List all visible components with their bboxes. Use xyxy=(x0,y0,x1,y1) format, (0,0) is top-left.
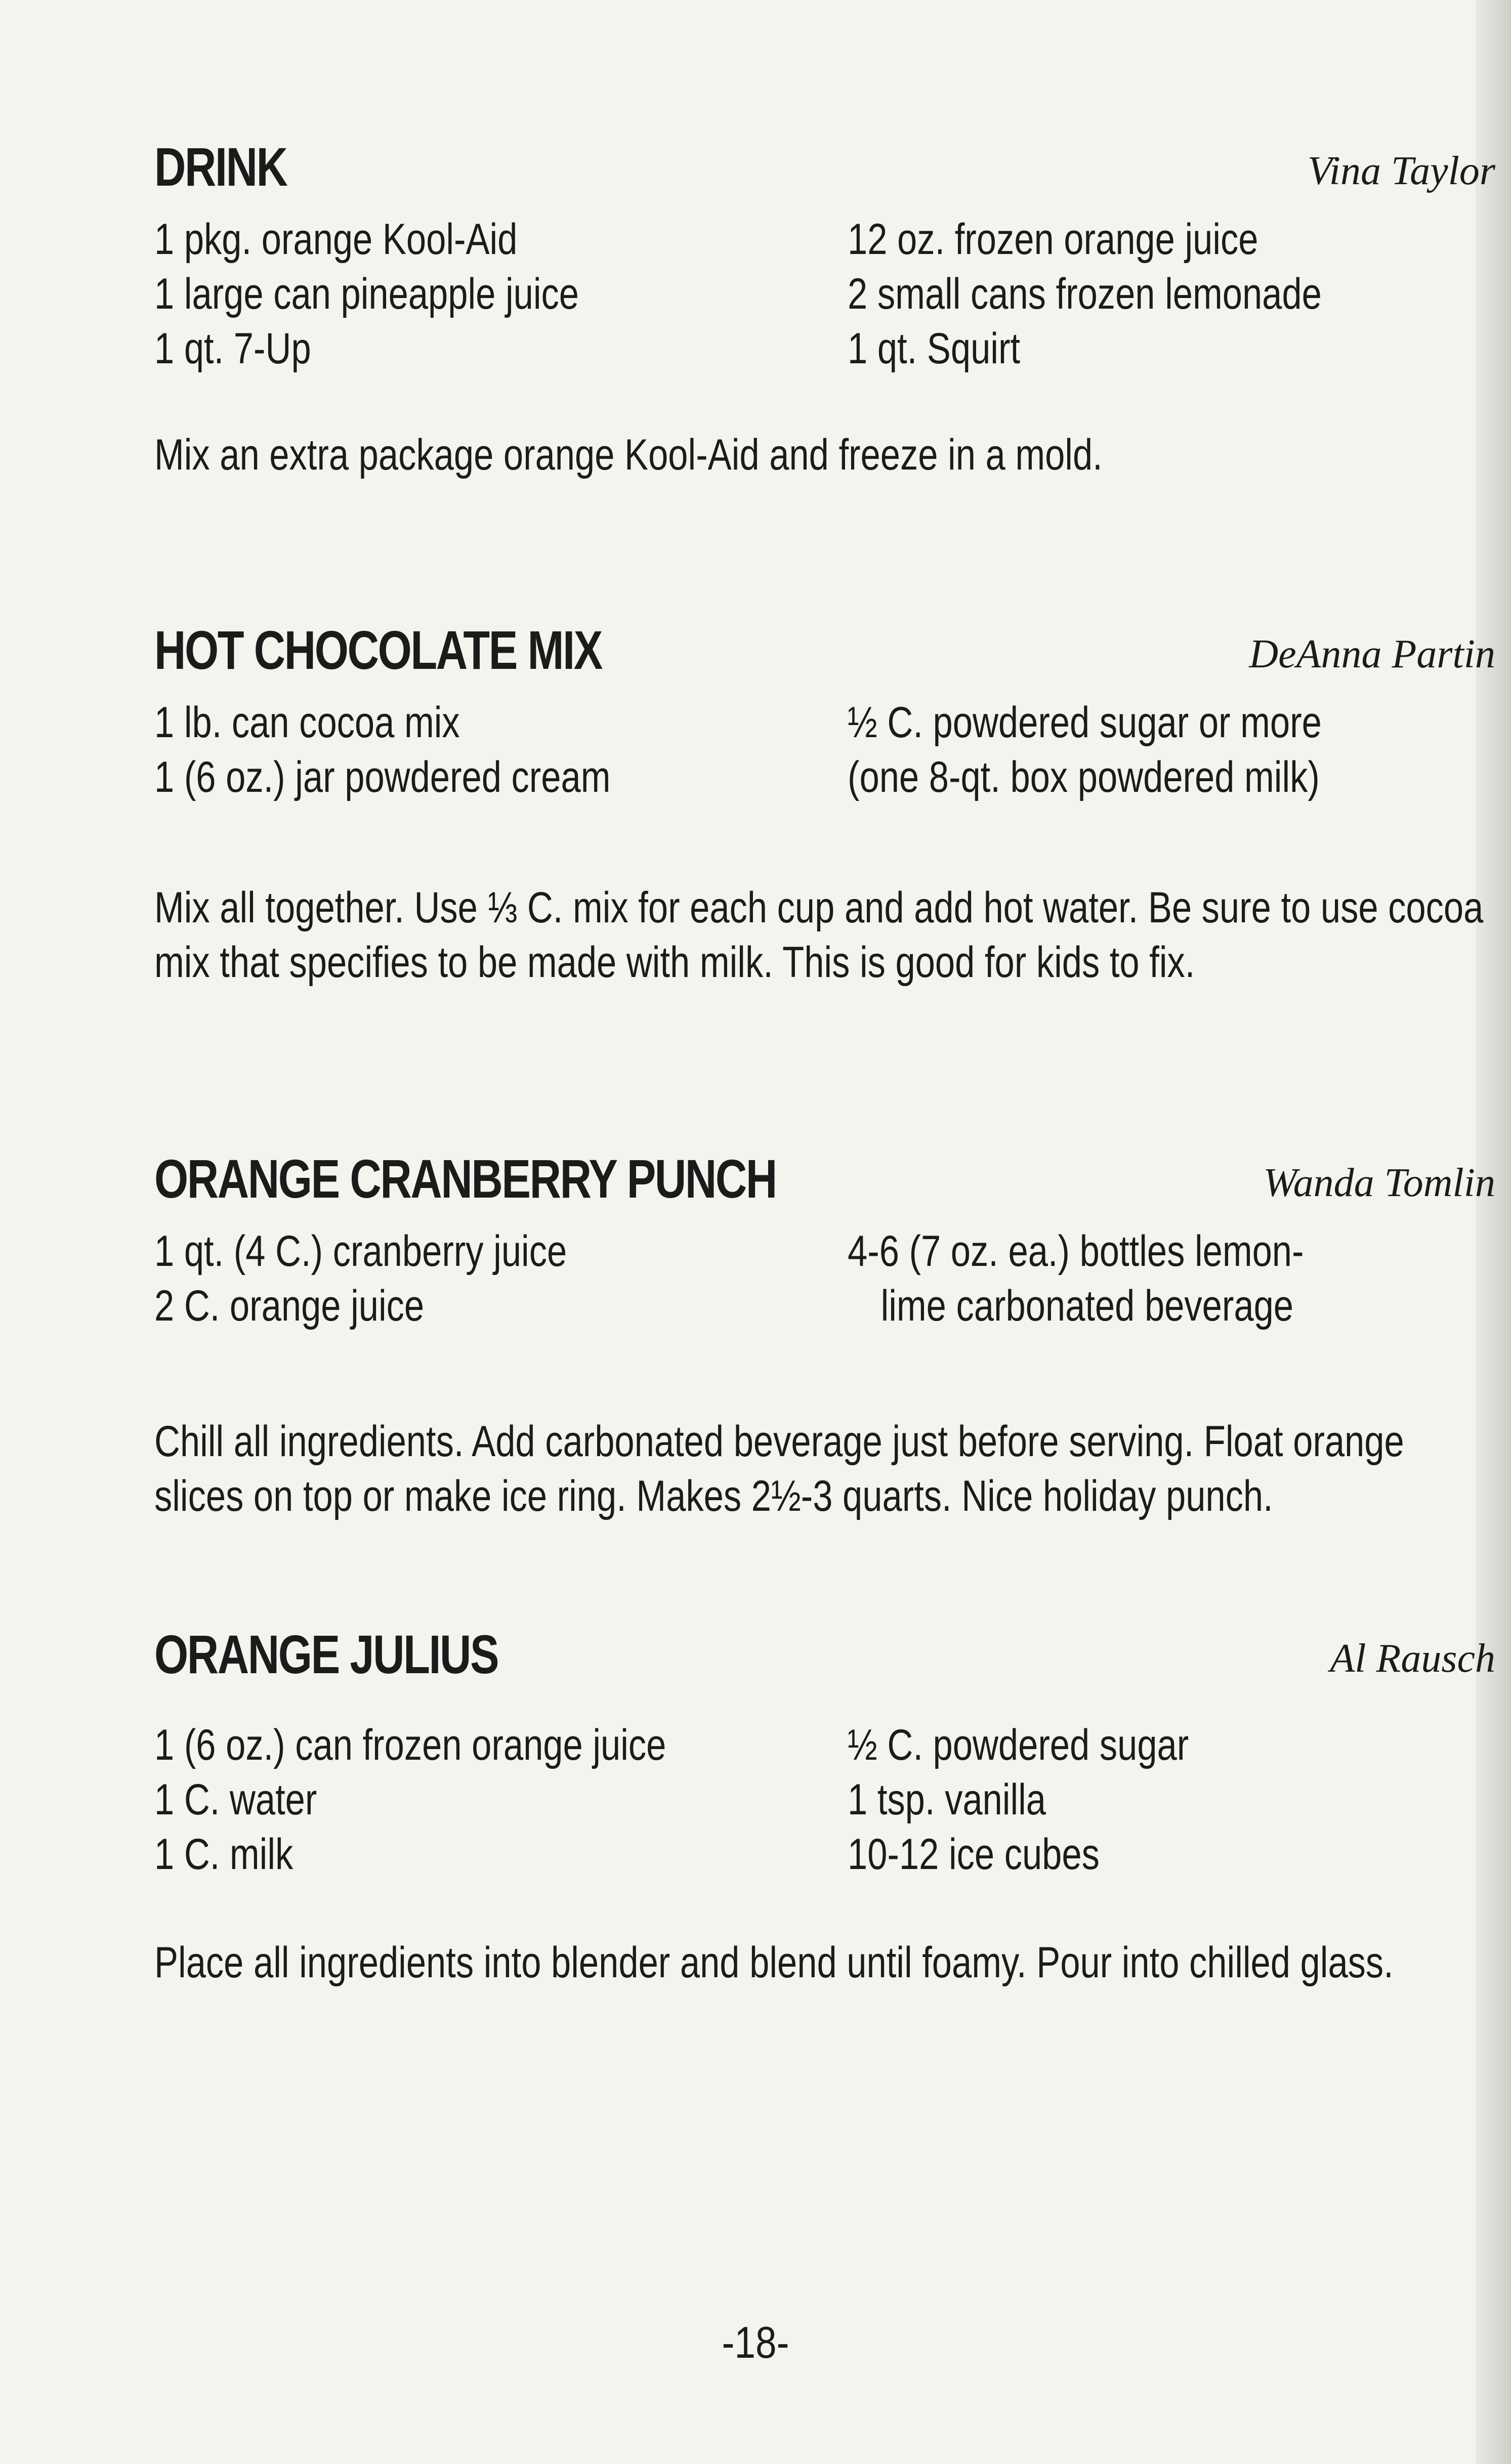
ingredient-item: lime carbonated beverage xyxy=(880,1282,1294,1330)
recipe-directions: Chill all ingredients. Add carbonated beverage just before serving. Float orange slices on top or make ice ring. Makes 2½-3 quarts. Nice holiday punch. xyxy=(154,1417,1404,1520)
recipe-orange-cranberry-punch xyxy=(154,1141,1495,1520)
recipe-directions: Mix an extra package orange Kool-Aid and freeze in a mold. xyxy=(154,431,1103,479)
ingredient-item: 1 qt. Squirt xyxy=(848,324,1021,373)
ingredient-item: 1 qt. (4 C.) cranberry juice xyxy=(154,1227,567,1276)
ingredient-item: 12 oz. frozen orange juice xyxy=(848,215,1258,264)
ingredient-item: 2 small cans frozen lemonade xyxy=(848,270,1322,318)
recipe-header xyxy=(154,1141,1495,1217)
recipe-author: DeAnna Partin xyxy=(1249,632,1495,676)
ingredient-item: 1 tsp. vanilla xyxy=(848,1775,1046,1824)
ingredient-item: 1 (6 oz.) jar powdered cream xyxy=(154,753,611,801)
recipe-author: Vina Taylor xyxy=(1307,149,1495,193)
ingredient-list xyxy=(154,695,1495,806)
ingredient-column-right xyxy=(848,1718,1505,1882)
recipe-author: Al Rausch xyxy=(1330,1636,1495,1681)
ingredient-item: 4-6 (7 oz. ea.) bottles lemon- xyxy=(848,1227,1304,1276)
ingredient-column-right xyxy=(848,695,1505,804)
ingredient-list xyxy=(154,212,1495,379)
recipe-title: HOT CHOCOLATE MIX xyxy=(154,619,602,681)
recipe-header xyxy=(154,129,1495,205)
ingredient-list xyxy=(154,1224,1495,1335)
recipe-title: ORANGE JULIUS xyxy=(154,1624,498,1685)
recipe-orange-julius xyxy=(154,1617,1495,1987)
ingredient-column-left xyxy=(154,1224,837,1333)
ingredient-item: 1 C. milk xyxy=(154,1830,293,1879)
ingredient-item: 1 qt. 7-Up xyxy=(154,324,311,373)
ingredient-column-left xyxy=(154,695,837,804)
ingredient-item: 1 (6 oz.) can frozen orange juice xyxy=(154,1721,666,1769)
recipe-title: ORANGE CRANBERRY PUNCH xyxy=(154,1148,776,1209)
ingredient-item: 1 lb. can cocoa mix xyxy=(154,698,460,747)
ingredient-item: 1 C. water xyxy=(154,1775,317,1824)
recipe-header xyxy=(154,1617,1495,1692)
ingredient-item: (one 8-qt. box powdered milk) xyxy=(848,753,1320,801)
ingredient-list xyxy=(154,1718,1495,1885)
recipe-directions: Mix all together. Use ⅓ C. mix for each cup and add hot water. Be sure to use cocoa mix that specifies to be made with milk. This is good for kids to fix. xyxy=(154,883,1484,987)
recipe-header xyxy=(154,612,1495,688)
ingredient-item: ½ C. powdered sugar xyxy=(848,1721,1189,1769)
ingredient-item: 1 pkg. orange Kool-Aid xyxy=(154,215,518,264)
recipe-directions: Place all ingredients into blender and blend until foamy. Pour into chilled glass. xyxy=(154,1938,1394,1987)
ingredient-item: 2 C. orange juice xyxy=(154,1282,425,1330)
recipe-hot-chocolate-mix xyxy=(154,612,1495,987)
page-number: -18- xyxy=(722,2317,789,2367)
ingredient-column-right xyxy=(848,1224,1505,1333)
ingredient-item: 1 large can pineapple juice xyxy=(154,270,579,318)
ingredient-column-left xyxy=(154,1718,837,1882)
recipe-drink xyxy=(154,129,1495,479)
ingredient-column-left xyxy=(154,212,837,376)
ingredient-column-right xyxy=(848,212,1505,376)
recipe-author: Wanda Tomlin xyxy=(1263,1161,1495,1205)
ingredient-item: ½ C. powdered sugar or more xyxy=(848,698,1322,747)
ingredient-item: 10-12 ice cubes xyxy=(848,1830,1100,1879)
recipe-title: DRINK xyxy=(154,136,287,197)
